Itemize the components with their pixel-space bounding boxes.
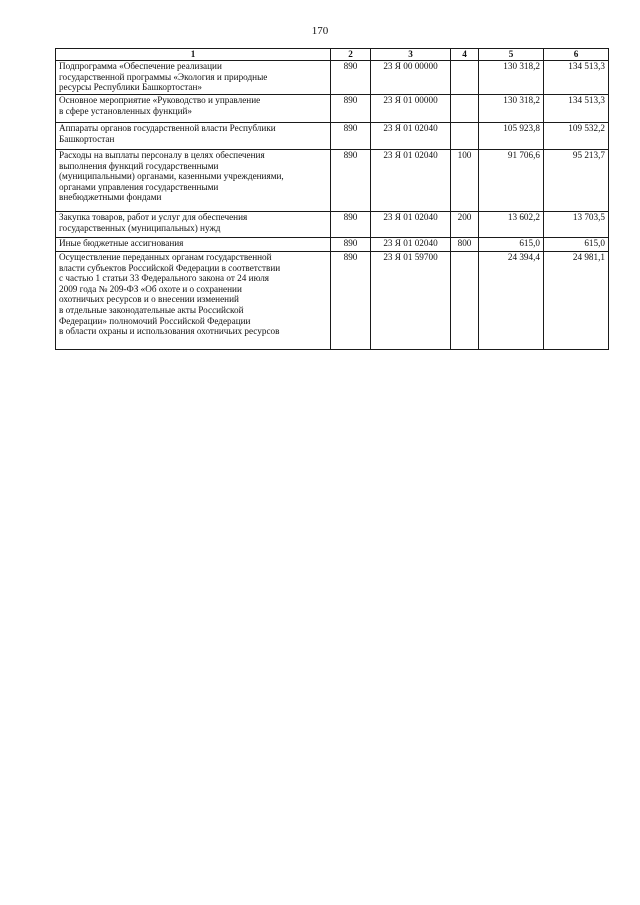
row-code-cell: 890 — [331, 61, 371, 95]
row-article-cell: 23 Я 01 02040 — [371, 150, 451, 212]
row-article-cell: 23 Я 01 02040 — [371, 212, 451, 238]
row-amount-1-cell: 105 923,8 — [479, 123, 544, 150]
table-row — [56, 123, 609, 150]
table-row — [56, 252, 609, 350]
row-name-cell: Основное мероприятие «Руководство и управление в сфере установленных функций» — [56, 95, 331, 123]
row-code-cell: 890 — [331, 150, 371, 212]
row-code-cell: 890 — [331, 95, 371, 123]
row-type-cell — [451, 95, 479, 123]
table-row — [56, 61, 609, 95]
row-amount-2-cell: 134 513,3 — [544, 61, 609, 95]
row-name-cell: Подпрограмма «Обеспечение реализации государственной программы «Экология и природные ресурсы Республики Башкортостан» — [56, 61, 331, 95]
row-name-cell: Осуществление переданных органам государственной власти субъектов Российской Федерации в соответствии с частью 1 статьи 33 Федерального закона от 24 июля 2009 года № 209-ФЗ «Об охоте и о сохранении охотничьих ресурсов и о внесении изменений в отдельные законодательные акты Российской Федерации» полномочий Российской Федерации в области охраны и использования охотничьих ресурсов — [56, 252, 331, 350]
row-article-cell: 23 Я 01 59700 — [371, 252, 451, 350]
row-amount-1-cell: 130 318,2 — [479, 95, 544, 123]
table-header-row — [56, 49, 609, 61]
column-header-5: 5 — [479, 49, 544, 61]
row-amount-2-cell: 24 981,1 — [544, 252, 609, 350]
row-amount-1-cell: 13 602,2 — [479, 212, 544, 238]
budget-table — [55, 48, 609, 350]
row-amount-2-cell: 13 703,5 — [544, 212, 609, 238]
row-type-cell: 200 — [451, 212, 479, 238]
row-name-cell: Аппараты органов государственной власти Республики Башкортостан — [56, 123, 331, 150]
row-article-cell: 23 Я 01 02040 — [371, 238, 451, 252]
row-code-cell: 890 — [331, 123, 371, 150]
column-header-3: 3 — [371, 49, 451, 61]
row-amount-2-cell: 615,0 — [544, 238, 609, 252]
row-name-cell: Расходы на выплаты персоналу в целях обеспечения выполнения функций государственными (муниципальными) органами, казенными учреждениями, органами управления государственными внебюджетными фондами — [56, 150, 331, 212]
row-article-cell: 23 Я 01 00000 — [371, 95, 451, 123]
row-code-cell: 890 — [331, 252, 371, 350]
row-amount-1-cell: 615,0 — [479, 238, 544, 252]
column-header-1: 1 — [56, 49, 331, 61]
row-article-cell: 23 Я 00 00000 — [371, 61, 451, 95]
table-row — [56, 212, 609, 238]
page-number: 170 — [311, 25, 329, 37]
row-type-cell — [451, 252, 479, 350]
table-row — [56, 95, 609, 123]
row-code-cell: 890 — [331, 212, 371, 238]
row-type-cell — [451, 61, 479, 95]
row-type-cell — [451, 123, 479, 150]
row-type-cell: 800 — [451, 238, 479, 252]
column-header-4: 4 — [451, 49, 479, 61]
row-amount-1-cell: 91 706,6 — [479, 150, 544, 212]
row-name-cell: Закупка товаров, работ и услуг для обеспечения государственных (муниципальных) нужд — [56, 212, 331, 238]
row-article-cell: 23 Я 01 02040 — [371, 123, 451, 150]
row-amount-1-cell: 130 318,2 — [479, 61, 544, 95]
row-amount-2-cell: 134 513,3 — [544, 95, 609, 123]
column-header-2: 2 — [331, 49, 371, 61]
row-code-cell: 890 — [331, 238, 371, 252]
table-row — [56, 238, 609, 252]
table-row — [56, 150, 609, 212]
row-amount-2-cell: 109 532,2 — [544, 123, 609, 150]
row-amount-2-cell: 95 213,7 — [544, 150, 609, 212]
row-type-cell: 100 — [451, 150, 479, 212]
row-amount-1-cell: 24 394,4 — [479, 252, 544, 350]
column-header-6: 6 — [544, 49, 609, 61]
row-name-cell: Иные бюджетные ассигнования — [56, 238, 331, 252]
